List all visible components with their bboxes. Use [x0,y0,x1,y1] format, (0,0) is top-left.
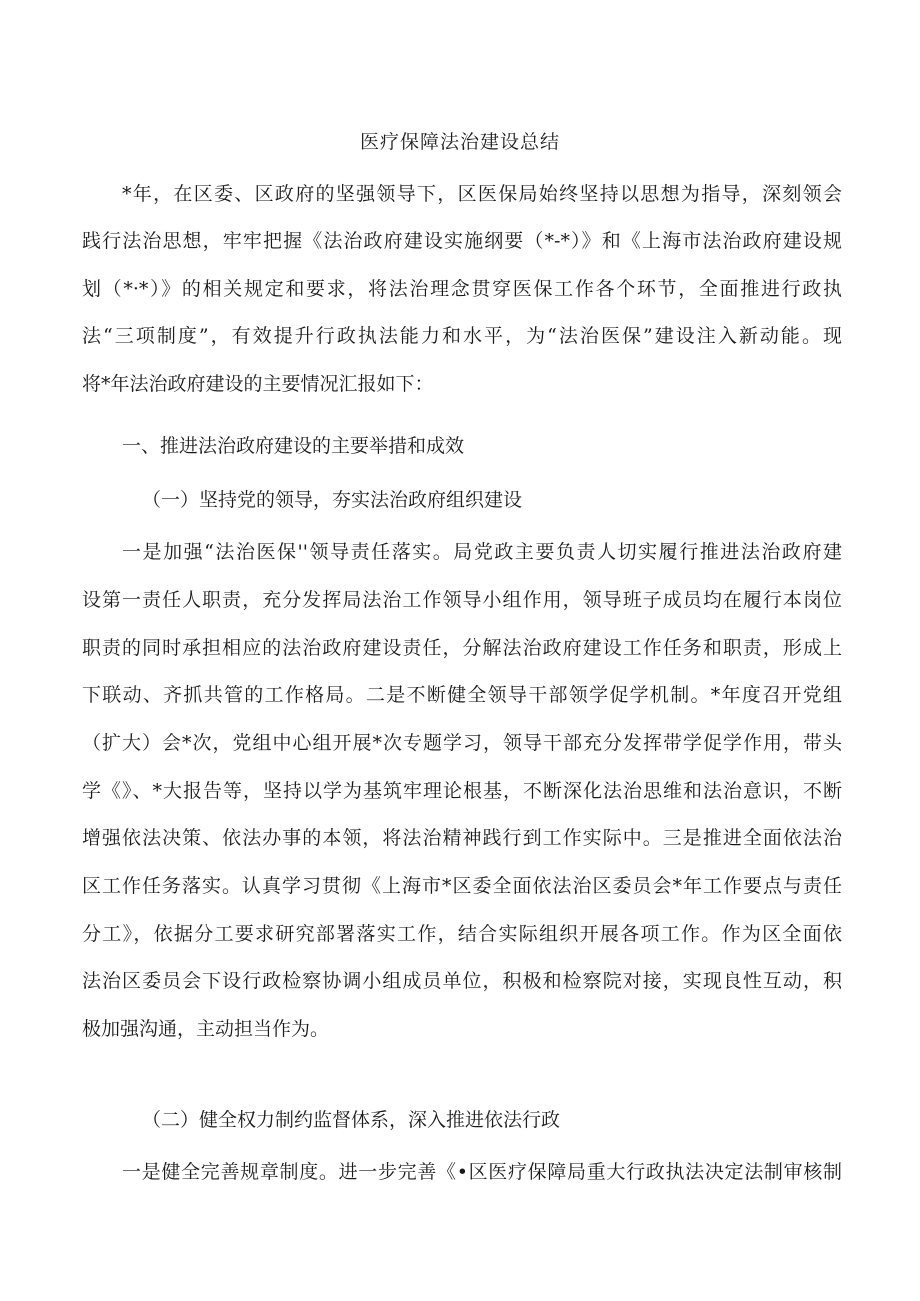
subsection-heading: （二）健全权力制约监督体系，深入推进依法行政 [142,1109,561,1131]
body-line: 一是加强“法治医保''领导责任落实。局党政主要负责人切实履行推进法治政府建 [122,541,842,563]
paragraph-line: 划（*·*）》的相关规定和要求，将法治理念贯穿医保工作各个环节，全面推进行政执 [82,278,842,300]
body-line: 学《》、*大报告等，坚持以学为基筑牢理论根基，不断深化法治思维和法治意识，不断 [82,780,842,802]
body-line: 分工》，依据分工要求研究部署落实工作，结合实际组织开展各项工作。作为区全面依 [82,923,842,945]
body-line: 法治区委员会下设行政检察协调小组成员单位，积极和检察院对接，实现良性互动，积 [82,970,842,992]
paragraph-line: *年，在区委、区政府的坚强领导下，区医保局始终坚持以思想为指导，深刻领会 [122,183,842,205]
subsection-heading: （一）坚持党的领导，夯实法治政府组织建设 [142,489,523,511]
body-line: 设第一责任人职责，充分发挥局法治工作领导小组作用，领导班子成员均在履行本岗位 [82,589,842,611]
body-line: 区工作任务落实。认真学习贯彻《上海市*区委全面依法治区委员会*年工作要点与责任 [82,875,842,897]
paragraph-line: 践行法治思想，牢牢把握《法治政府建设实施纲要（*-*）》和《上海市法治政府建设规 [82,230,842,252]
paragraph-line: 将*年法治政府建设的主要情况汇报如下： [82,373,434,395]
body-line: 下联动、齐抓共管的工作格局。二是不断健全领导干部领学促学机制。*年度召开党组 [82,684,842,706]
body-line: 极加强沟通，主动担当作为。 [82,1018,330,1040]
section-heading: 一、推进法治政府建设的主要举措和成效 [122,435,465,457]
body-line: 一是健全完善规章制度。进一步完善《•区医疗保障局重大行政执法决定法制审核制 [122,1161,842,1183]
body-line: （扩大）会*次，党组中心组开展*次专题学习，领导干部充分发挥带学促学作用，带头 [82,732,842,754]
paragraph-line: 法“三项制度”，有效提升行政执法能力和水平，为“法治医保”建设注入新动能。现 [82,325,842,347]
body-line: 职责的同时承担相应的法治政府建设责任，分解法治政府建设工作任务和职责，形成上 [82,637,842,659]
body-line: 增强依法决策、依法办事的本领，将法治精神践行到工作实际中。三是推进全面依法治 [82,827,842,849]
document-title: 医疗保障法治建设总结 [359,131,560,153]
